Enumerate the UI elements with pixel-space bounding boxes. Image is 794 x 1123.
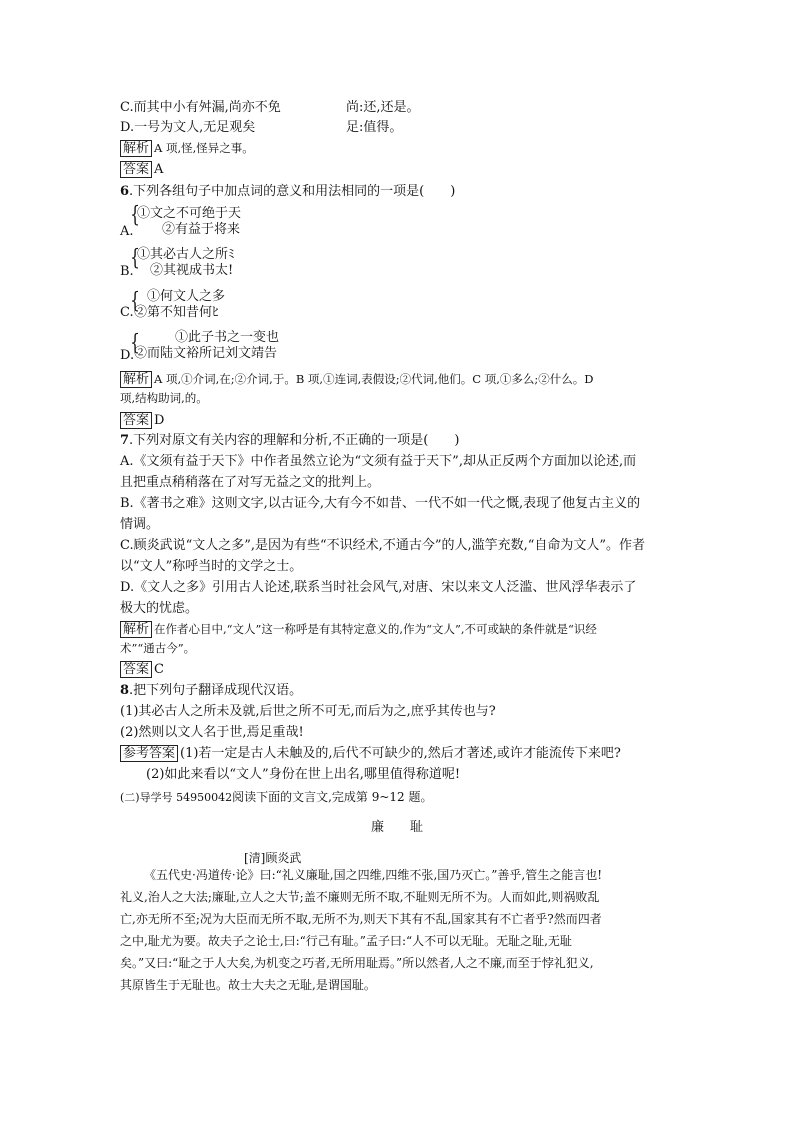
q6-a-label: A.	[120, 224, 134, 239]
answer-label: 答案	[120, 412, 152, 429]
q6-b-2: ②其视成书太!	[150, 263, 234, 278]
q8-sentence-2: (2)然则以文人名于世,焉足重哉!	[120, 725, 304, 740]
q5-option-c	[120, 98, 420, 117]
q6-analysis-line2: 项,结构助词,的。	[120, 391, 208, 405]
q5-option-d-note: 足:值得。	[346, 120, 403, 135]
q5-analysis	[120, 139, 254, 158]
q6-analysis-line1: A 项,①介词,在;②介词,于。B 项,①连词,表假设;②代词,他们。C 项,①多么;②什么。D	[154, 372, 594, 386]
q6-answer-value: D	[154, 413, 165, 428]
q8-stem-text: .把下列句子翻译成现代汉语。	[129, 683, 303, 698]
q6-b-label: B.	[120, 264, 134, 279]
q6-a-1: ①文之不可绝于天	[137, 206, 242, 221]
passage-line-1: 《五代史·冯道传·论》曰:“礼义廉耻,国之四维,四维不张,国乃灭亡。”善乎,管生之能言也!	[144, 868, 603, 882]
q6-d-1: ①此子书之一变也	[175, 330, 280, 345]
passage-title: 廉 耻	[370, 820, 423, 835]
q8-number: 8	[120, 683, 130, 698]
passage-line-5: 矣。”又曰:“耻之于人大矣,为机变之巧者,无所用耻焉。”所以然者,人之不廉,而至于悖礼犯义,	[120, 956, 594, 970]
q7-answer	[120, 660, 164, 679]
q6-d-brace: {	[130, 331, 140, 356]
q7-option-a-line1: A.《文须有益于天下》中作者虽然立论为“文须有益于天下”,却从正反两个方面加以论述,而	[120, 454, 637, 469]
q5-option-d	[120, 118, 403, 137]
q6-a-brace: {	[130, 203, 140, 228]
q5-answer	[120, 160, 163, 179]
q6-d-label: D.	[120, 348, 135, 363]
passage-line-3: 亡,亦无所不至;况为大臣而无所不取,无所不为,则天下其有不乱,国家其有不亡者乎?然而四者	[120, 912, 602, 926]
q7-option-c-line1: C.顾炎武说“文人之多”,是因为有些“不识经术,不通古今”的人,滥竽充数,“自命为文人”。作者	[120, 538, 646, 553]
answer-label: 答案	[120, 161, 152, 178]
q7-stem-text: .下列对原文有关内容的理解和分析,不正确的一项是( )	[129, 433, 460, 448]
q8-sentence-1: (1)其必古人之所未及就,后世之所不可无,而后为之,庶乎其传也与?	[120, 704, 496, 719]
q6-d-2: ②而陆文裕所记刘文靖告	[134, 346, 278, 361]
q7-stem	[120, 431, 459, 450]
q8-stem	[120, 681, 302, 700]
q5-analysis-text: A 项,怪,怪异之事。	[154, 141, 254, 155]
q6-stem-text: .下列各组句子中加点词的意义和用法相同的一项是( )	[129, 184, 456, 199]
q6-answer	[120, 411, 164, 430]
analysis-label: 解析	[120, 621, 152, 638]
passage-line-6: 其原皆生于无耻也。故士大夫之无耻,是谓国耻。	[120, 978, 376, 992]
q5-option-c-note: 尚:还,还是。	[346, 100, 420, 115]
q8-reference-2: (2)如此来看以“文人”身份在世上出名,哪里值得称道呢!	[146, 767, 461, 782]
section2-instruction: 阅读下面的文言文,完成第 9~12 题。	[232, 790, 433, 804]
q7-analysis-line2: 术”“通古今”。	[120, 641, 196, 655]
section2-intro	[120, 788, 432, 807]
q6-b-brace: {	[130, 246, 140, 271]
q7-answer-value: C	[154, 662, 164, 677]
guide-number: (二)导学号 54950042	[120, 791, 233, 804]
q5-option-d-text: D.一号为文人,无足观矣	[120, 120, 256, 135]
q5-option-c-text: C.而其中小有舛漏,尚亦不免	[120, 100, 281, 115]
q5-answer-value: A	[154, 162, 164, 177]
answer-label: 答案	[120, 661, 152, 678]
q8-reference-1: (1)若一定是古人未触及的,后代不可缺少的,然后才著述,或许才能流传下来吧?	[180, 746, 621, 761]
q6-c-brace: {	[130, 289, 140, 314]
q7-option-b-line2: 情调。	[120, 517, 160, 532]
q7-option-b-line1: B.《著书之难》这则文字,以古证今,大有今不如昔、一代不如一代之慨,表现了他复古主义的	[120, 496, 641, 511]
q8-reference-answer	[120, 744, 621, 763]
passage-line-2: 礼义,治人之大法;廉耻,立人之大节;盖不廉则无所不取,不耻则无所不为。人而如此,则祸败乱	[120, 890, 600, 904]
q6-b-1: ①其必古人之所ﾐ	[137, 247, 235, 262]
q7-number: 7	[120, 433, 130, 448]
analysis-label: 解析	[120, 140, 152, 157]
q7-option-c-line2: 以“文人”称呼当时的文学之士。	[120, 559, 303, 574]
analysis-label: 解析	[120, 371, 152, 388]
q6-c-2: ②第不知昔何ﾋ	[134, 305, 219, 320]
q7-option-d-line2: 极大的忧虑。	[120, 601, 199, 616]
reference-answer-label: 参考答案	[120, 745, 178, 762]
q6-c-1: ①何文人之多	[147, 289, 226, 304]
passage-author: [清]顾炎武	[244, 851, 302, 865]
q6-stem	[120, 182, 455, 201]
q6-a-2: ②有益于将来	[162, 222, 241, 237]
q7-analysis-line1: 在作者心目中,“文人”这一称呼是有其特定意义的,作为“文人”,不可或缺的条件就是“识经	[154, 622, 597, 636]
q6-analysis	[120, 370, 593, 389]
q7-option-d-line1: D.《文人之多》引用古人论述,联系当时社会风气,对唐、宋以来文人泛滥、世风浮华表示了	[120, 580, 637, 595]
passage-body	[120, 864, 690, 996]
q7-analysis	[120, 620, 597, 639]
passage-line-4: 之中,耻尤为要。故夫子之论士,曰:“行己有耻。”孟子曰:“人不可以无耻。无耻之耻,无耻	[120, 934, 572, 948]
q7-option-a-line2: 且把重点稍稍落在了对写无益之文的批判上。	[120, 475, 381, 490]
q6-c-label: C.	[120, 305, 134, 320]
q6-number: 6	[120, 184, 130, 199]
